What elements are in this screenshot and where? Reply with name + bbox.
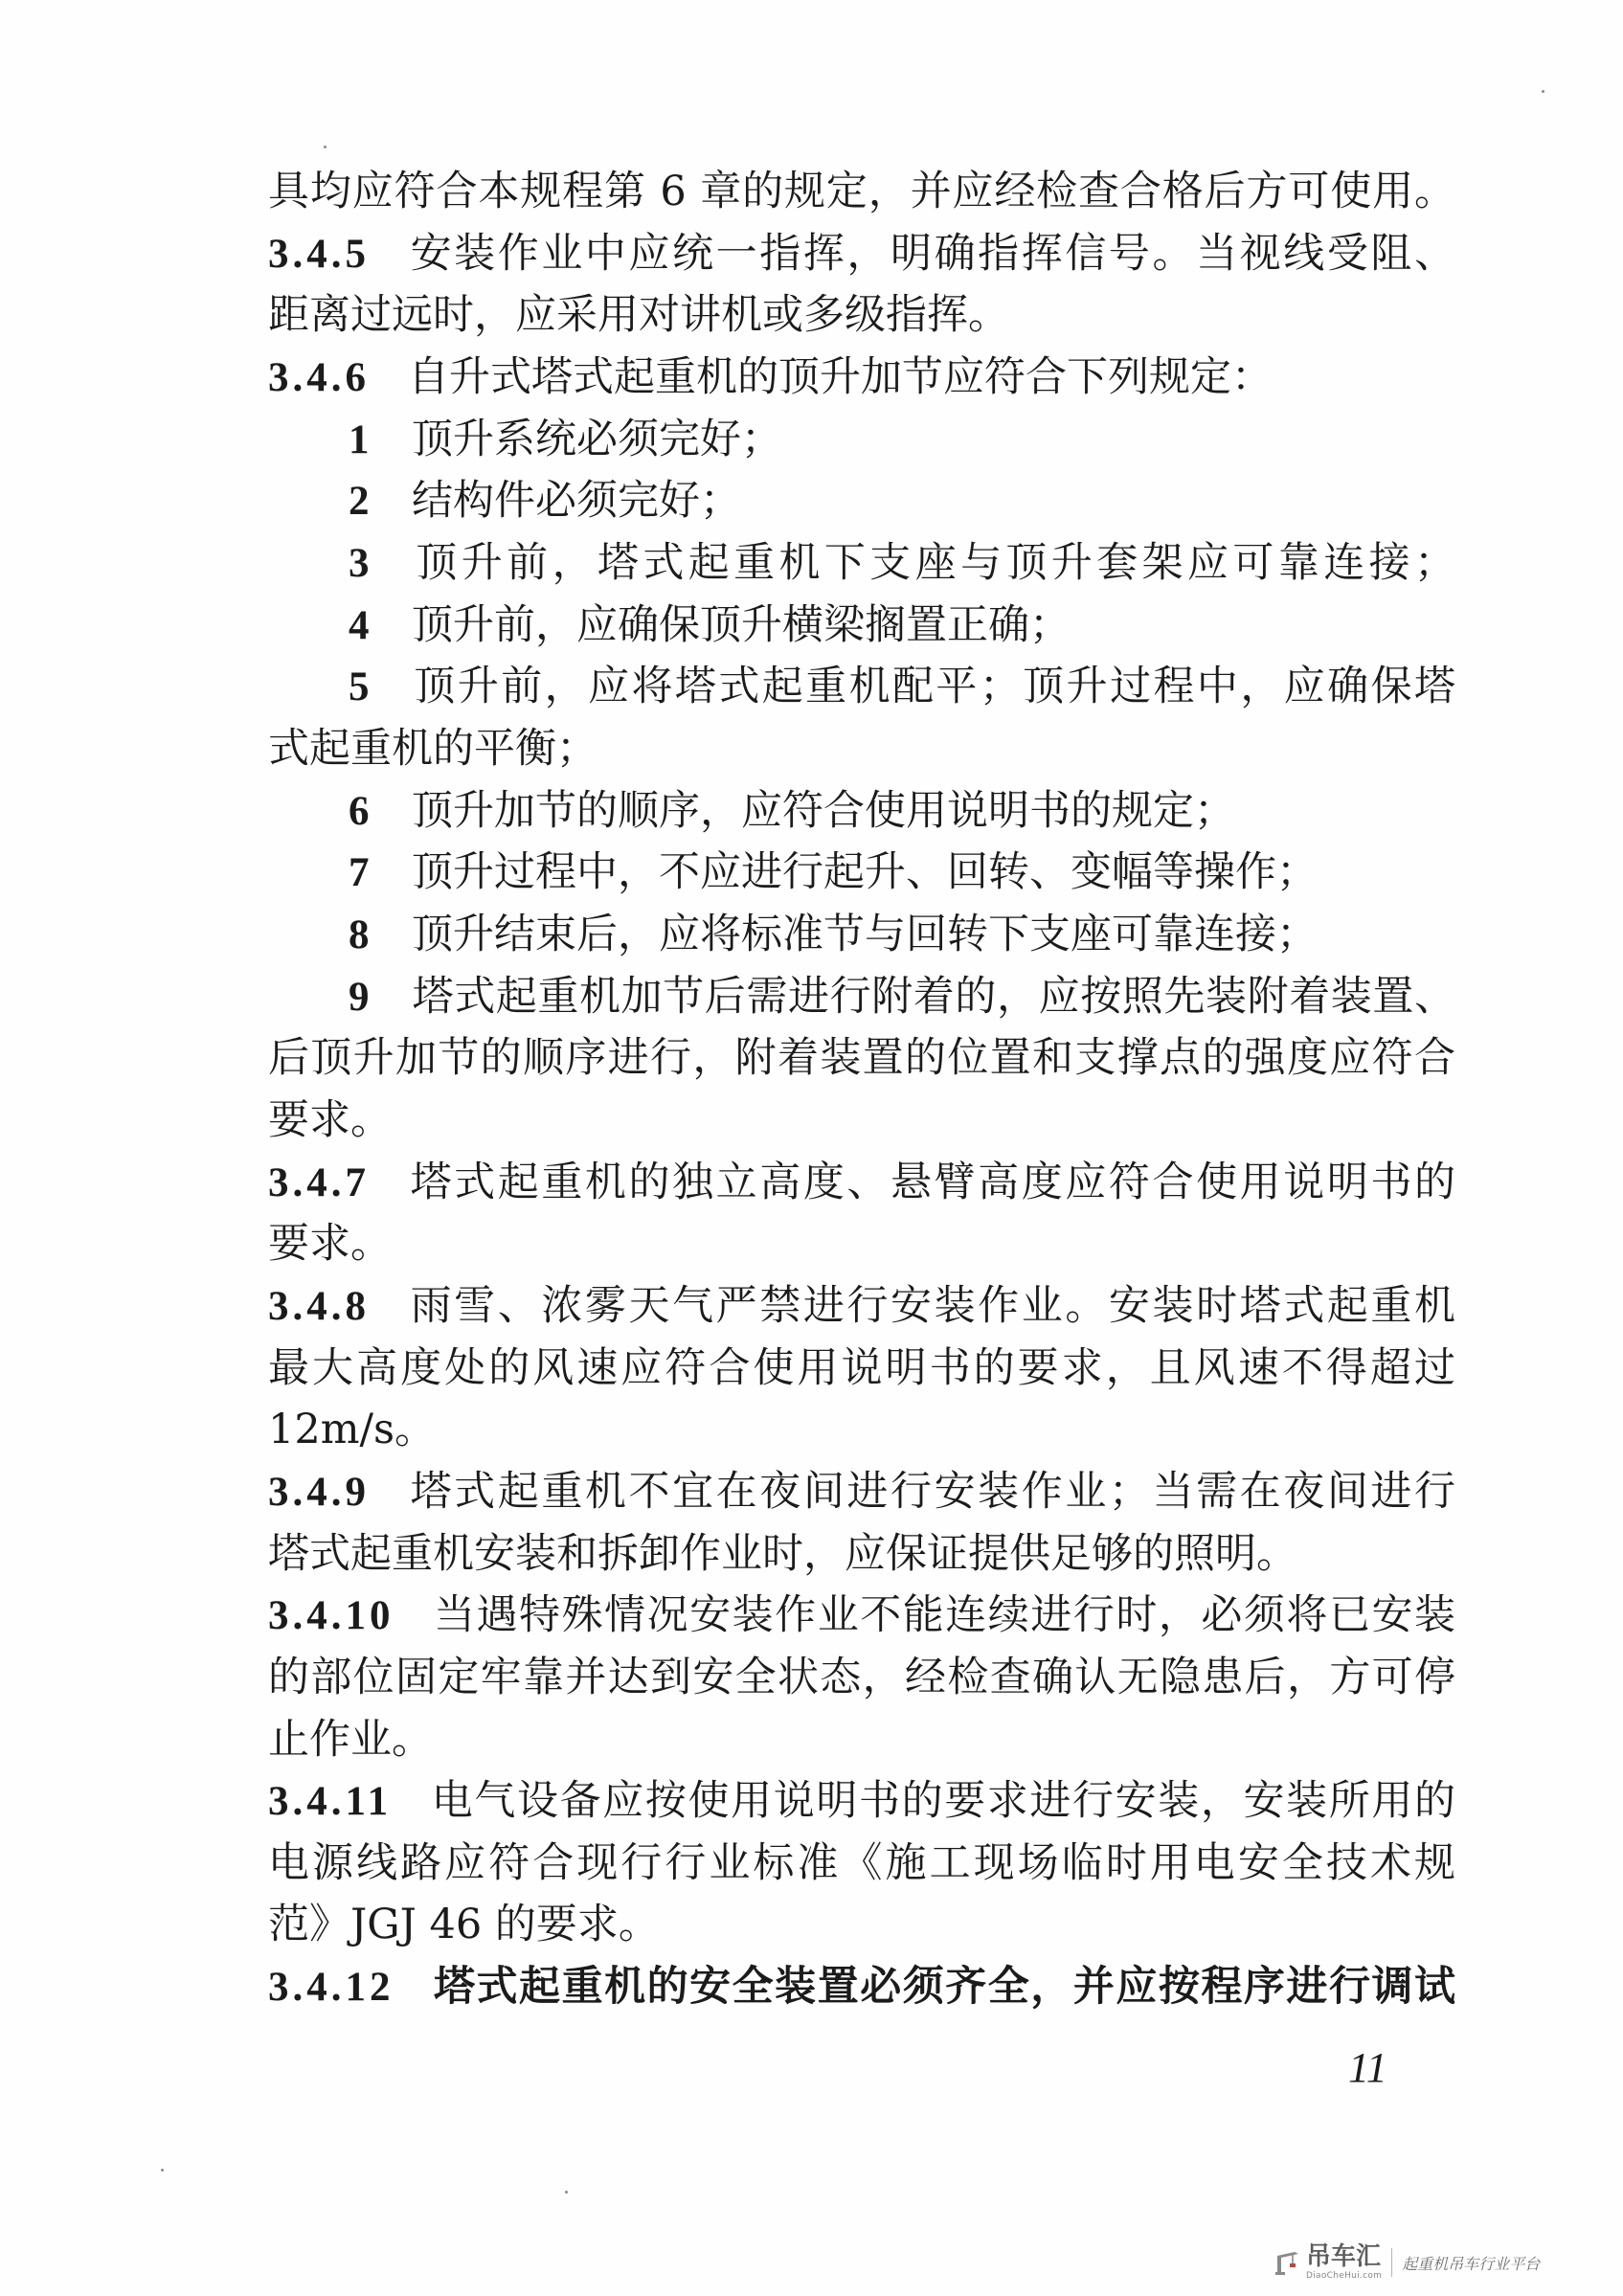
line-content — [268, 1963, 1455, 2011]
clause-number: 3.4.9 — [268, 1469, 370, 1515]
line-content — [349, 663, 1455, 710]
continuation-line — [268, 1523, 1455, 1586]
item-number: 5 — [349, 664, 370, 710]
line-content — [268, 1530, 1297, 1578]
item-number: 9 — [349, 974, 370, 1020]
line-text: 止作业。 — [268, 1715, 433, 1764]
continuation-line — [268, 1833, 1455, 1895]
line-text: 自升式塔式起重机的顶升加节应符合下列规定： — [408, 352, 1273, 401]
list-item-line — [349, 532, 1455, 595]
line-text: 电源线路应符合现行行业标准《施工现场临时用电安全技术规 — [268, 1838, 1455, 1887]
line-text: 顶升前，应确保顶升横梁搁置正确； — [412, 600, 1071, 649]
line-content — [349, 973, 1455, 1021]
continuation-line — [268, 1709, 1455, 1771]
page-number: 11 — [1348, 2044, 1387, 2091]
continuation-line — [268, 1399, 1455, 1461]
line-content — [268, 1282, 1455, 1330]
clause-number: 3.4.6 — [268, 354, 370, 400]
line-content — [349, 911, 1318, 958]
list-item-line — [349, 780, 1455, 843]
continuation-line — [268, 1213, 1455, 1275]
line-content — [268, 353, 1273, 401]
item-number: 6 — [349, 788, 370, 834]
clause-line — [268, 1956, 1455, 2018]
scan-speck — [1542, 90, 1544, 93]
line-content — [268, 1901, 660, 1948]
line-content — [349, 539, 1455, 587]
line-text: 顶升结束后，应将标准节与回转下支座可靠连接； — [412, 910, 1318, 958]
line-text: 范》JGJ 46 的要求。 — [268, 1901, 660, 1949]
watermark-brand-block — [1306, 2244, 1382, 2281]
list-item-line — [349, 656, 1455, 718]
line-text: 要求。 — [268, 1220, 392, 1269]
clause-number: 3.4.7 — [268, 1159, 370, 1205]
line-content — [268, 1591, 1455, 1639]
item-number: 7 — [349, 850, 370, 896]
line-text: 塔式起重机安装和拆卸作业时，应保证提供足够的照明。 — [268, 1529, 1297, 1578]
line-content — [349, 416, 782, 463]
clause-number: 3.4.11 — [268, 1779, 393, 1825]
list-item-line — [349, 842, 1455, 904]
continuation-line — [268, 1027, 1455, 1090]
line-content — [268, 1716, 433, 1764]
scan-speck — [565, 2191, 568, 2194]
line-content — [268, 1159, 1455, 1206]
list-item-line — [349, 470, 1455, 532]
list-item-line — [349, 966, 1455, 1028]
watermark-brand: 吊车汇 — [1306, 2242, 1382, 2271]
line-text: 距离过远时，应采用对讲机或多级指挥。 — [268, 291, 1009, 340]
clause-line — [268, 1461, 1455, 1523]
line-text: 顶升加节的顺序，应符合使用说明书的规定； — [412, 786, 1235, 835]
line-content — [268, 230, 1455, 278]
line-content — [268, 1406, 436, 1453]
line-text: 要求。 — [268, 1095, 392, 1144]
clause-line — [268, 223, 1455, 285]
line-text: 顶升前，应将塔式起重机配平；顶升过程中，应确保塔 — [412, 663, 1455, 711]
item-number: 4 — [349, 602, 370, 648]
line-text: 塔式起重机的独立高度、悬臂高度应符合使用说明书的 — [408, 1158, 1455, 1206]
line-content — [268, 1220, 392, 1268]
clause-line — [268, 1152, 1455, 1214]
continuation-line — [268, 1894, 1455, 1956]
line-content — [268, 1777, 1455, 1825]
clause-number: 3.4.5 — [268, 231, 370, 277]
line-text: 塔式起重机加节后需进行附着的，应按照先装附着装置、 — [412, 972, 1455, 1021]
line-text: 结构件必须完好； — [412, 477, 741, 526]
list-item-line — [349, 409, 1455, 471]
line-content — [268, 1468, 1455, 1516]
line-content — [268, 1034, 1455, 1082]
clause-number: 3.4.12 — [268, 1965, 394, 2011]
line-text: 的部位固定牢靠并达到安全状态，经检查确认无隐患后，方可停 — [268, 1653, 1455, 1701]
watermark-slogan: 起重机吊车行业平台 — [1402, 2254, 1541, 2273]
line-text: 顶升过程中，不应进行起升、回转、变幅等操作； — [412, 848, 1318, 897]
line-content — [268, 291, 1009, 339]
line-content — [268, 1654, 1455, 1701]
item-number: 3 — [349, 540, 370, 586]
line-content — [268, 725, 597, 773]
continuation-line — [268, 718, 1455, 780]
line-text: 塔式起重机的安全装置必须齐全，并应按程序进行调试 — [432, 1963, 1455, 2012]
scan-speck — [324, 146, 327, 148]
line-text: 最大高度处的风速应符合使用说明书的要求，且风速不得超过 — [268, 1343, 1455, 1392]
line-text: 式起重机的平衡； — [268, 724, 597, 773]
line-text: 具均应符合本规程第 6 章的规定，并应经检查合格后方可使用。 — [268, 168, 1455, 215]
continuation-line — [268, 1647, 1455, 1709]
clause-number: 3.4.8 — [268, 1283, 370, 1329]
line-text: 电气设备应按使用说明书的要求进行安装，安装所用的 — [430, 1777, 1455, 1826]
line-text: 当遇特殊情况安装作业不能连续进行时，必须将已安装 — [432, 1591, 1455, 1640]
continuation-line — [268, 284, 1455, 347]
line-text: 安装作业中应统一指挥，明确指挥信号。当视线受阻、 — [408, 229, 1455, 278]
continuation-line — [268, 161, 1455, 223]
continuation-line — [268, 1338, 1455, 1400]
line-content — [349, 848, 1318, 896]
crane-logo-icon — [1274, 2248, 1302, 2277]
line-text: 顶升系统必须完好； — [412, 415, 782, 463]
watermark-divider — [1391, 2248, 1392, 2277]
line-content — [349, 477, 741, 525]
line-content — [268, 1096, 392, 1144]
line-text: 12m/s。 — [268, 1406, 437, 1454]
line-content — [268, 168, 1455, 215]
watermark-domain: DiaoCheHui.com — [1306, 2271, 1383, 2281]
line-content — [268, 1839, 1455, 1887]
clause-line — [268, 347, 1455, 409]
clause-number: 3.4.10 — [268, 1593, 394, 1639]
line-content — [349, 601, 1071, 649]
clause-line — [268, 1585, 1455, 1647]
scan-speck — [161, 2169, 164, 2172]
line-content — [349, 787, 1235, 835]
list-item-line — [349, 595, 1455, 657]
item-number: 2 — [349, 479, 370, 525]
clause-line — [268, 1275, 1455, 1338]
watermark — [1274, 2240, 1613, 2285]
line-text: 塔式起重机不宜在夜间进行安装作业；当需在夜间进行 — [408, 1467, 1455, 1516]
list-item-line — [349, 904, 1455, 966]
item-number: 8 — [349, 912, 370, 957]
clause-line — [268, 1770, 1455, 1833]
continuation-line — [268, 1090, 1455, 1152]
line-text: 雨雪、浓雾天气严禁进行安装作业。安装时塔式起重机 — [408, 1281, 1455, 1330]
line-content — [268, 1344, 1455, 1392]
line-text: 顶升前，塔式起重机下支座与顶升套架应可靠连接； — [412, 538, 1455, 587]
line-text: 后顶升加节的顺序进行，附着装置的位置和支撑点的强度应符合 — [268, 1034, 1455, 1083]
item-number: 1 — [349, 416, 370, 462]
